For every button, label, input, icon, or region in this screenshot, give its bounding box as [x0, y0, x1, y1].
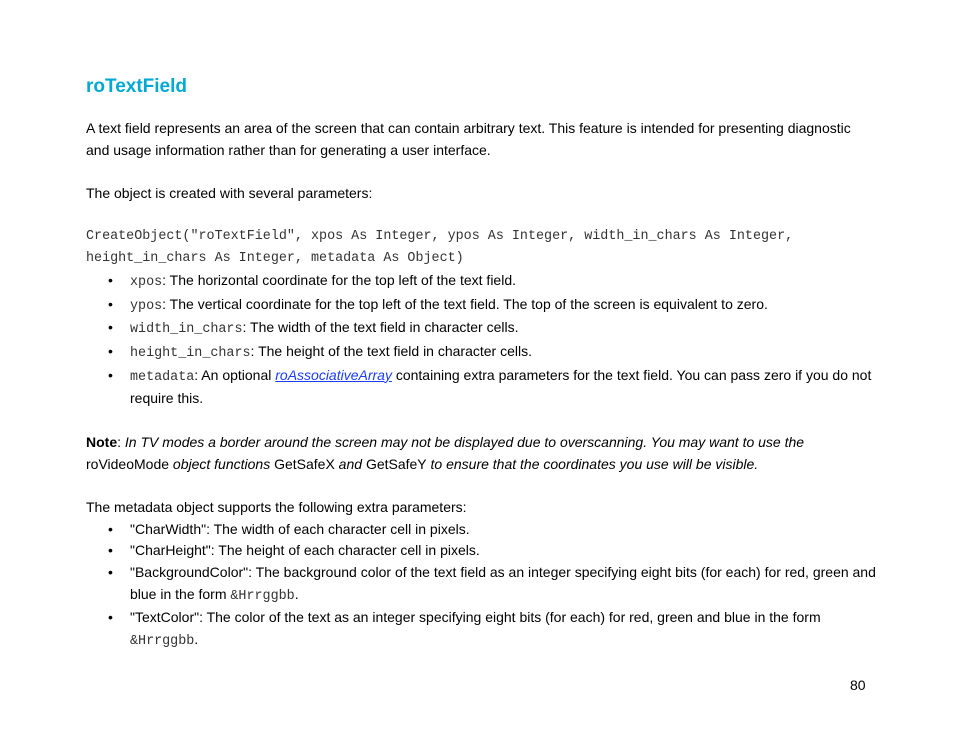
list-item — [86, 562, 876, 607]
roassociativearray-link[interactable]: roAssociativeArray — [275, 366, 392, 383]
bullet-icon: • — [108, 295, 113, 312]
list-item — [86, 341, 876, 365]
parameter-list — [86, 270, 876, 410]
code-line-2: height_in_chars As Integer, metadata As Object) — [86, 251, 464, 267]
param-desc-after: containing extra parameters for the text field. You can pass zero if you do not require this. — [130, 366, 872, 407]
list-item — [86, 365, 876, 410]
list-item — [86, 270, 876, 294]
metadata-param: "BackgroundColor": The background color of the text field as an integer specifying eight bits (for each) for red, green and blue in the form — [130, 564, 876, 602]
list-item — [86, 519, 876, 541]
section-heading: roTextField — [86, 76, 187, 97]
bullet-icon: • — [108, 366, 113, 383]
param-desc-before: : An optional — [194, 366, 276, 383]
param-name: ypos — [130, 298, 163, 314]
note-getsafex: GetSafeX — [274, 455, 335, 472]
note-label: Note — [86, 433, 118, 450]
bullet-icon: • — [108, 271, 113, 288]
metadata-param: "TextColor": The color of the text as an integer specifying eight bits (for each) for red, green and blue in the form — [130, 609, 821, 626]
bullet-icon: • — [108, 343, 113, 359]
note-text-2: object functions — [169, 455, 275, 472]
metadata-param: "CharHeight": The height of each character cell in pixels. — [130, 542, 480, 559]
param-name: xpos — [130, 274, 163, 290]
note-text-4: to ensure that the coordinates you use will be visible. — [426, 455, 759, 472]
note-colon: : — [117, 433, 125, 450]
bullet-icon: • — [108, 520, 113, 537]
list-item — [86, 540, 876, 562]
list-item — [86, 294, 876, 318]
note-getsafey: GetSafeY — [365, 455, 427, 472]
metadata-param: "CharWidth": The width of each character cell in pixels. — [130, 520, 470, 537]
note-rovideomode: roVideoMode — [86, 455, 170, 472]
param-desc: : The width of the text field in character cells. — [242, 319, 519, 336]
param-desc: : The vertical coordinate for the top left of the text field. The top of the screen is equivalent to zero. — [162, 295, 768, 312]
document-page — [86, 76, 876, 653]
intro-paragraph: A text field represents an area of the screen that can contain arbitrary text. This feature is intended for presenting diagnostic and usage information rather than for generating a user interface. — [86, 120, 851, 158]
param-name: width_in_chars — [130, 322, 243, 338]
param-desc: : The horizontal coordinate for the top left of the text field. — [162, 271, 516, 288]
bullet-icon: • — [108, 609, 113, 626]
param-name: metadata — [130, 369, 195, 385]
metadata-intro: The metadata object supports the following extra parameters: — [86, 498, 467, 515]
metadata-code: &Hrrggbb — [230, 588, 295, 604]
code-block — [86, 226, 876, 269]
metadata-end: . — [294, 585, 299, 602]
params-intro: The object is created with several parameters: — [86, 185, 373, 202]
page-number: 80 — [850, 677, 866, 693]
metadata-code: &Hrrggbb — [130, 634, 195, 650]
note-text-3: and — [334, 455, 366, 472]
note-paragraph — [86, 432, 876, 475]
param-name: height_in_chars — [130, 346, 251, 361]
list-item — [86, 607, 876, 652]
metadata-end: . — [194, 631, 199, 648]
code-line-1: CreateObject("roTextField", xpos As Integer, ypos As Integer, width_in_chars As Integer, — [86, 229, 794, 245]
list-item — [86, 317, 876, 341]
param-desc: : The height of the text field in character cells. — [250, 343, 532, 359]
note-text-1: In TV modes a border around the screen may not be displayed due to overscanning. You may want to use the — [124, 433, 805, 450]
bullet-icon: • — [108, 542, 113, 559]
bullet-icon: • — [108, 319, 113, 336]
bullet-icon: • — [108, 564, 113, 580]
metadata-list — [86, 519, 876, 653]
